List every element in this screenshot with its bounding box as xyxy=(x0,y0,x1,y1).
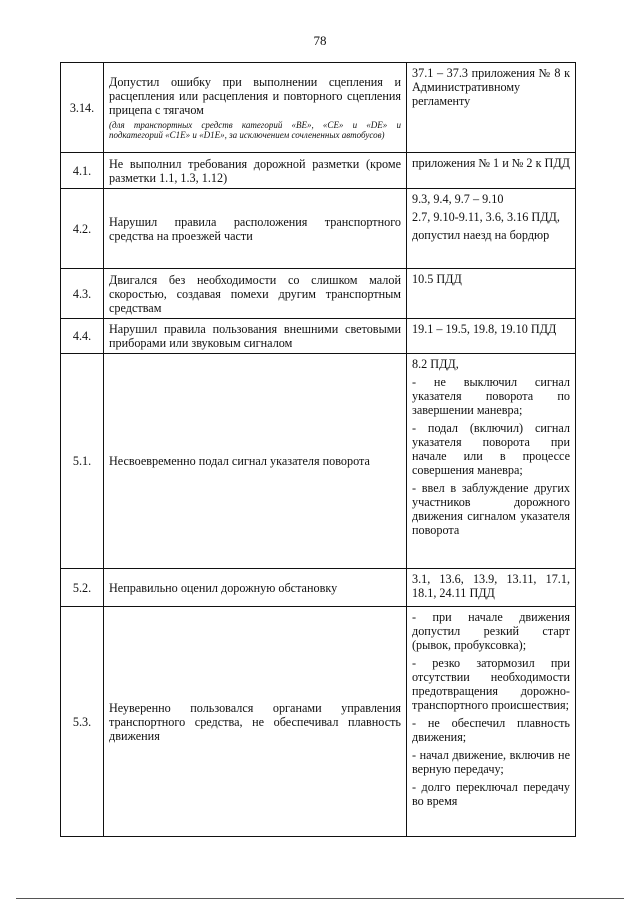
rule-reference xyxy=(407,153,576,189)
violation-description xyxy=(104,63,407,153)
reference-line: - ввел в заблуждение других участников дорожного движения сигналом указателя поворота xyxy=(412,481,570,537)
reference-line: 9.3, 9.4, 9.7 – 9.10 xyxy=(412,192,504,206)
item-number: 5.2. xyxy=(61,569,104,607)
table-row xyxy=(61,269,576,319)
violation-description: Неправильно оценил дорожную обстановку xyxy=(104,569,407,607)
violation-description: Неуверенно пользовался органами управления транспортного средства, не обеспечивал плавность движения xyxy=(104,607,407,837)
rule-reference xyxy=(407,354,576,569)
reference-line: - подал (включил) сигнал указателя поворота при начале или в процессе совершения маневра; xyxy=(412,421,570,477)
reference-line: - при начале движения допустил резкий старт (рывок, пробуксовка); xyxy=(412,610,570,652)
reference-line: 8.2 ПДД, xyxy=(412,357,459,371)
rule-reference xyxy=(407,569,576,607)
category-note: (для транспортных средств категорий «BE», «CE» и «DE» и подкатегорий «C1E» и «D1E», за исключением сочлененных автобусов) xyxy=(109,120,401,140)
item-number: 5.3. xyxy=(61,607,104,837)
item-number: 5.1. xyxy=(61,354,104,569)
reference-line: - резко затормозил при отсутствии необходимости предотвращения дорожно-транспортного происшествия; xyxy=(412,656,570,712)
table-row xyxy=(61,319,576,354)
violation-description: Не выполнил требования дорожной разметки (кроме разметки 1.1, 1.3, 1.12) xyxy=(104,153,407,189)
reference-line: 10.5 ПДД xyxy=(412,272,462,286)
rule-reference xyxy=(407,189,576,269)
rule-reference xyxy=(407,63,576,153)
reference-line: допустил наезд на бордюр xyxy=(412,228,550,242)
violations-table xyxy=(60,62,576,837)
reference-line: приложения № 1 и № 2 к ПДД xyxy=(412,156,570,170)
rule-reference xyxy=(407,319,576,354)
table-row xyxy=(61,189,576,269)
description-text: Допустил ошибку при выполнении сцепления и расцепления или расцепления и повторного сцепления прицепа с тягачом xyxy=(109,75,401,117)
reference-line: 19.1 – 19.5, 19.8, 19.10 ПДД xyxy=(412,322,557,336)
item-number: 3.14. xyxy=(61,63,104,153)
violation-description: Нарушил правила расположения транспортного средства на проезжей части xyxy=(104,189,407,269)
page-number: 78 xyxy=(313,33,327,48)
reference-line: - долго переключал передачу во время xyxy=(412,780,570,808)
reference-line: 3.1, 13.6, 13.9, 13.11, 17.1, 18.1, 24.11 ПДД xyxy=(412,572,570,600)
page-bottom-border xyxy=(16,898,624,899)
reference-line: 37.1 – 37.3 приложения № 8 к Административному регламенту xyxy=(412,66,570,108)
table-row xyxy=(61,153,576,189)
item-number: 4.1. xyxy=(61,153,104,189)
reference-line: - начал движение, включив не верную передачу; xyxy=(412,748,570,776)
reference-line: - не выключил сигнал указателя поворота по завершении маневра; xyxy=(412,375,570,417)
violation-description: Нарушил правила пользования внешними световыми приборами или звуковым сигналом xyxy=(104,319,407,354)
table-row xyxy=(61,63,576,153)
item-number: 4.2. xyxy=(61,189,104,269)
rule-reference xyxy=(407,607,576,837)
reference-line: - не обеспечил плавность движения; xyxy=(412,716,570,744)
table-row xyxy=(61,607,576,837)
item-number: 4.3. xyxy=(61,269,104,319)
violation-description: Несвоевременно подал сигнал указателя поворота xyxy=(104,354,407,569)
violation-description: Двигался без необходимости со слишком малой скоростью, создавая помехи другим транспортным средствам xyxy=(104,269,407,319)
item-number: 4.4. xyxy=(61,319,104,354)
rule-reference xyxy=(407,269,576,319)
table-row xyxy=(61,569,576,607)
reference-line: 2.7, 9.10-9.11, 3.6, 3.16 ПДД, xyxy=(412,210,560,224)
table-row xyxy=(61,354,576,569)
